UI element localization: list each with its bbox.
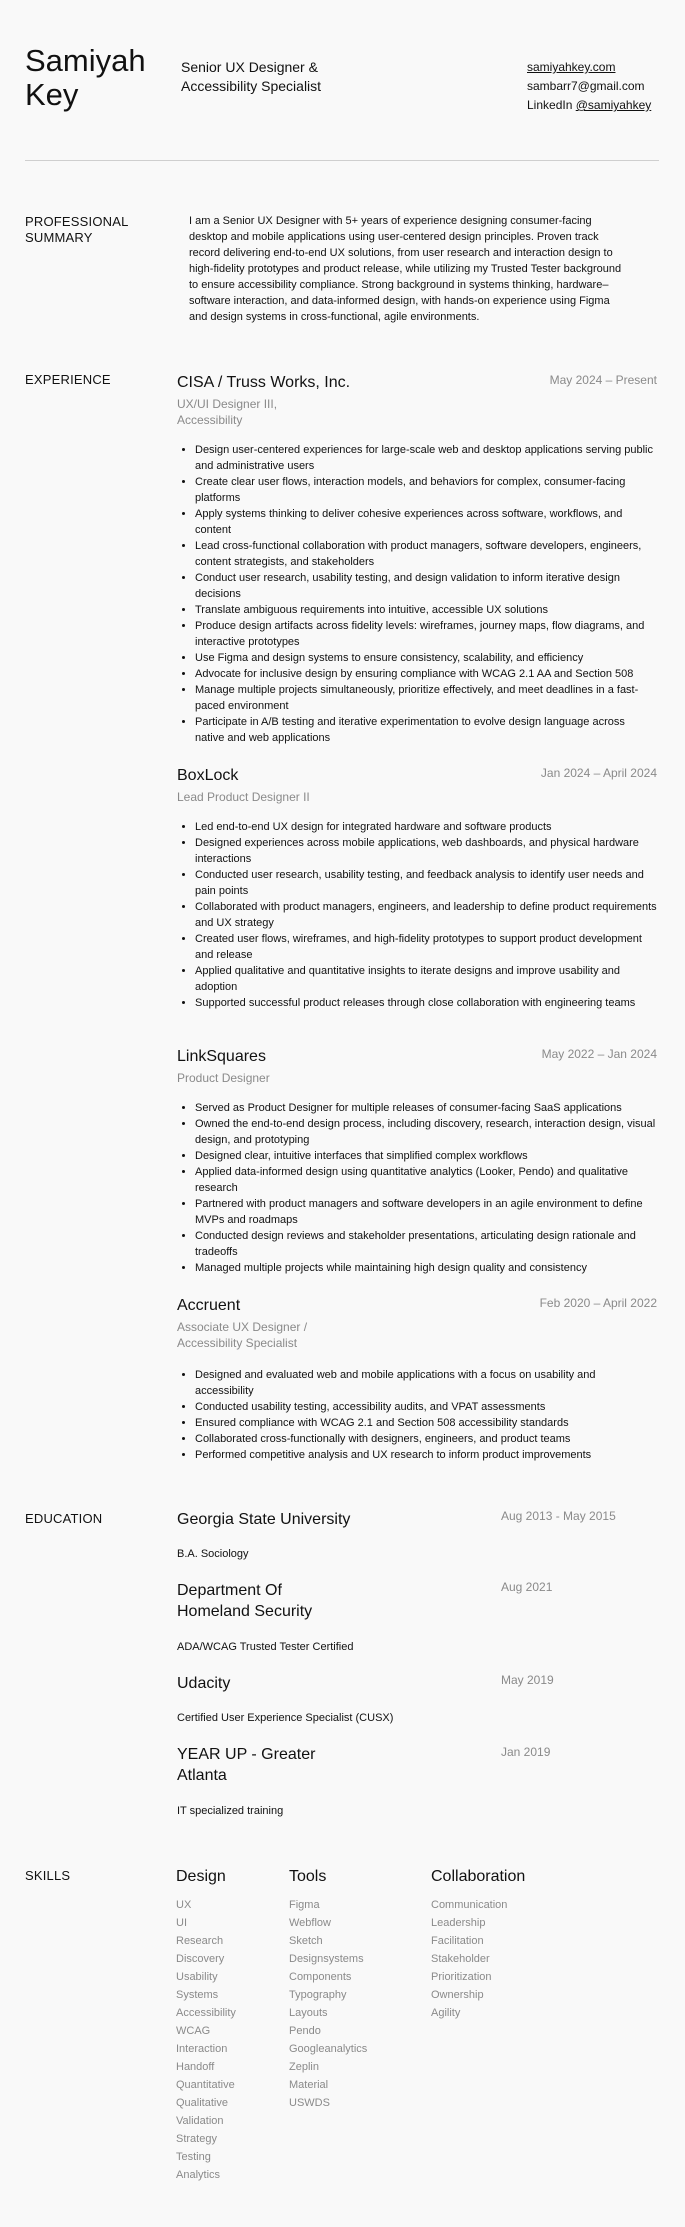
skill-item: Ownership [431, 1989, 484, 2001]
bullet-item: • Conduct user research, usability testing, and design validation to inform iterative design decisions [195, 570, 657, 602]
bullet-item: • Applied qualitative and quantitative insights to iterate designs and improve usability and adoption [195, 963, 657, 995]
job-bullets [177, 442, 657, 746]
skill-item: Webflow [289, 1917, 331, 1929]
bullet-item: • Lead cross-functional collaboration with product managers, software developers, engineers, content strategists, and stakeholders [195, 538, 657, 570]
linkedin-link[interactable]: @samiyahkey [575, 98, 652, 112]
skill-item: Analytics [176, 2169, 221, 2181]
skill-item: Facilitation [431, 1935, 484, 1947]
job-dates: May 2024 – Present [549, 373, 657, 387]
skills-section-label: SKILLS [25, 1868, 71, 1883]
skill-item: USWDS [289, 2097, 330, 2109]
bullet-item: • Translate ambiguous requirements into intuitive, accessible UX solutions [195, 602, 657, 618]
skill-item: Components [289, 1971, 352, 1983]
email-text: sambarr7@gmail.com [527, 79, 645, 93]
skill-item: Qualitative [176, 2097, 228, 2109]
bullet-item: • Create clear user flows, interaction models, and behaviors for complex, consumer-facing platforms [195, 474, 657, 506]
bullet-item: • Advocate for inclusive design by ensuring compliance with WCAG 2.1 AA and Section 508 [195, 666, 657, 682]
edu-desc: B.A. Sociology [177, 1548, 249, 1560]
bullet-item: • Collaborated cross-functionally with designers, engineers, and product teams [195, 1431, 657, 1447]
skill-item: Validation [176, 2115, 224, 2127]
bullet-item: • Manage multiple projects simultaneously, prioritize effectively, and meet deadlines in a fast-paced environment [195, 682, 657, 714]
job-company: Accruent [177, 1297, 241, 1314]
skill-item: Communication [431, 1899, 508, 1911]
skill-item: UI [176, 1917, 187, 1929]
skill-item: Leadership [431, 1917, 486, 1929]
skill-item: Discovery [176, 1953, 225, 1965]
skill-group-collaboration [431, 1867, 525, 2022]
job-bullets [177, 1367, 657, 1463]
bullet-item: • Collaborated with product managers, engineers, and leadership to define product requirements and UX strategy [195, 899, 657, 931]
job-dates: May 2022 – Jan 2024 [541, 1047, 657, 1061]
skill-item: Accessibility [176, 2007, 236, 2019]
skill-item: Agility [431, 2007, 461, 2019]
skill-item: Layouts [289, 2007, 328, 2019]
edu-desc: IT specialized training [177, 1805, 284, 1817]
bullet-item: • Apply systems thinking to deliver cohesive experiences across software, workflows, and content [195, 506, 657, 538]
bullet-item: • Applied data-informed design using quantitative analytics (Looker, Pendo) and qualitative research [195, 1164, 657, 1196]
skill-item: Research [176, 1935, 224, 1947]
experience-section-label: EXPERIENCE [25, 372, 111, 387]
bullet-item: • Conducted usability testing, accessibility audits, and VPAT assessments [195, 1399, 657, 1415]
bullet-item: • Managed multiple projects while maintaining high design quality and consistency [195, 1260, 657, 1276]
edu-school: YEAR UP - Greater Atlanta [177, 1746, 316, 1784]
job-tagline: Senior UX Designer & Accessibility Specialist [181, 59, 322, 94]
bullet-item: • Design user-centered experiences for large-scale web and desktop applications serving public and administrative users [195, 442, 657, 474]
job-dates: Jan 2024 – April 2024 [540, 766, 657, 780]
skill-item: Systems [176, 1989, 219, 2001]
education-section-label: EDUCATION [25, 1511, 103, 1526]
skill-item: Typography [289, 1989, 347, 2001]
skill-item: Material [289, 2079, 329, 2091]
skill-group-title: Tools [289, 1868, 327, 1885]
skill-group-design [176, 1867, 236, 2184]
skill-item: WCAG [176, 2025, 211, 2037]
skill-item: Sketch [289, 1935, 323, 1947]
edu-school: Georgia State University [177, 1511, 351, 1528]
job-role: UX/UI Designer III, Accessibility [177, 397, 278, 427]
edu-dates: Aug 2021 [501, 1580, 553, 1594]
bullet-item: • Designed clear, intuitive interfaces that simplified complex workflows [195, 1148, 657, 1164]
job-company: LinkSquares [177, 1048, 266, 1065]
skill-item: Handoff [176, 2061, 215, 2073]
skill-group-title: Collaboration [431, 1868, 526, 1885]
job-company: CISA / Truss Works, Inc. [177, 374, 351, 391]
bullet-item: • Owned the end-to-end design process, including discovery, research, interaction design, visual design, and prototyping [195, 1116, 657, 1148]
skill-item: UX [176, 1899, 192, 1911]
job-dates: Feb 2020 – April 2022 [539, 1296, 657, 1310]
bullet-item: • Served as Product Designer for multiple releases of consumer-facing SaaS applications [195, 1100, 657, 1116]
bullet-item: • Designed experiences across mobile applications, web dashboards, and physical hardware interactions [195, 835, 657, 867]
skill-item: Prioritization [431, 1971, 492, 1983]
candidate-name: Samiyah Key [25, 43, 146, 112]
bullet-item: • Ensured compliance with WCAG 2.1 and Section 508 accessibility standards [195, 1415, 657, 1431]
skill-item: Pendo [289, 2025, 321, 2037]
skill-item: Zeplin [289, 2061, 319, 2073]
job-role: Product Designer [177, 1071, 270, 1085]
bullet-item: • Produce design artifacts across fidelity levels: wireframes, journey maps, flow diagrams, and interactive prototypes [195, 618, 657, 650]
skill-item: Designsystems [289, 1953, 364, 1965]
job-role: Associate UX Designer / Accessibility Specialist [177, 1320, 308, 1350]
skill-item: Strategy [176, 2133, 217, 2145]
website-link[interactable]: samiyahkey.com [527, 60, 616, 74]
bullet-item: • Supported successful product releases through close collaboration with engineering teams [195, 995, 657, 1011]
edu-dates: May 2019 [501, 1673, 554, 1687]
contact-block [527, 58, 651, 115]
skill-item: Figma [289, 1899, 320, 1911]
bullet-item: • Conducted design reviews and stakeholder presentations, articulating design rationale and tradeoffs [195, 1228, 657, 1260]
job-bullets [177, 1100, 657, 1276]
edu-school: Department Of Homeland Security [177, 1582, 313, 1620]
bullet-item: • Use Figma and design systems to ensure consistency, scalability, and efficiency [195, 650, 657, 666]
edu-desc: Certified User Experience Specialist (CUSX) [177, 1712, 394, 1724]
skill-item: Stakeholder [431, 1953, 490, 1965]
skill-item: Interaction [176, 2043, 228, 2055]
job-company: BoxLock [177, 767, 239, 784]
edu-dates: Jan 2019 [501, 1745, 551, 1759]
skill-group-tools [289, 1867, 367, 2112]
edu-dates: Aug 2013 - May 2015 [501, 1509, 616, 1523]
bullet-item: • Conducted user research, usability testing, and feedback analysis to identify user needs and pain points [195, 867, 657, 899]
linkedin-label: LinkedIn [527, 98, 573, 112]
job-role: Lead Product Designer II [177, 790, 310, 804]
skill-item: Usability [176, 1971, 218, 1983]
summary-section-label: PROFESSIONAL SUMMARY [25, 214, 129, 245]
bullet-item: • Designed and evaluated web and mobile applications with a focus on usability and accessibility [195, 1367, 657, 1399]
skill-item: Quantitative [176, 2079, 235, 2091]
skill-item: Testing [176, 2151, 211, 2163]
bullet-item: • Performed competitive analysis and UX research to inform product improvements [195, 1447, 657, 1463]
edu-desc: ADA/WCAG Trusted Tester Certified [177, 1641, 354, 1653]
bullet-item: • Participate in A/B testing and iterative experimentation to evolve design language across native and web applications [195, 714, 657, 746]
job-bullets [177, 819, 657, 1011]
bullet-item: • Led end-to-end UX design for integrated hardware and software products [195, 819, 657, 835]
bullet-item: • Created user flows, wireframes, and high-fidelity prototypes to support product development and release [195, 931, 657, 963]
edu-school: Udacity [177, 1675, 231, 1692]
header-divider [25, 160, 659, 161]
skill-item: Googleanalytics [289, 2043, 368, 2055]
summary-text: I am a Senior UX Designer with 5+ years of experience designing consumer-facing desktop and mobile applications using user-centered design principles. Proven track record delivering end-to-end UX solutions, from user research and interaction design to high-fidelity prototypes and product release, while utilizing my Trusted Tester background to ensure accessibility compliance. Strong background in systems thinking, hardware–software interaction, and data-informed design, with hands-on experience using Figma and design systems in cross-functional, agile environments. [189, 215, 622, 323]
skill-group-title: Design [176, 1868, 226, 1885]
bullet-item: • Partnered with product managers and software developers in an agile environment to define MVPs and roadmaps [195, 1196, 657, 1228]
